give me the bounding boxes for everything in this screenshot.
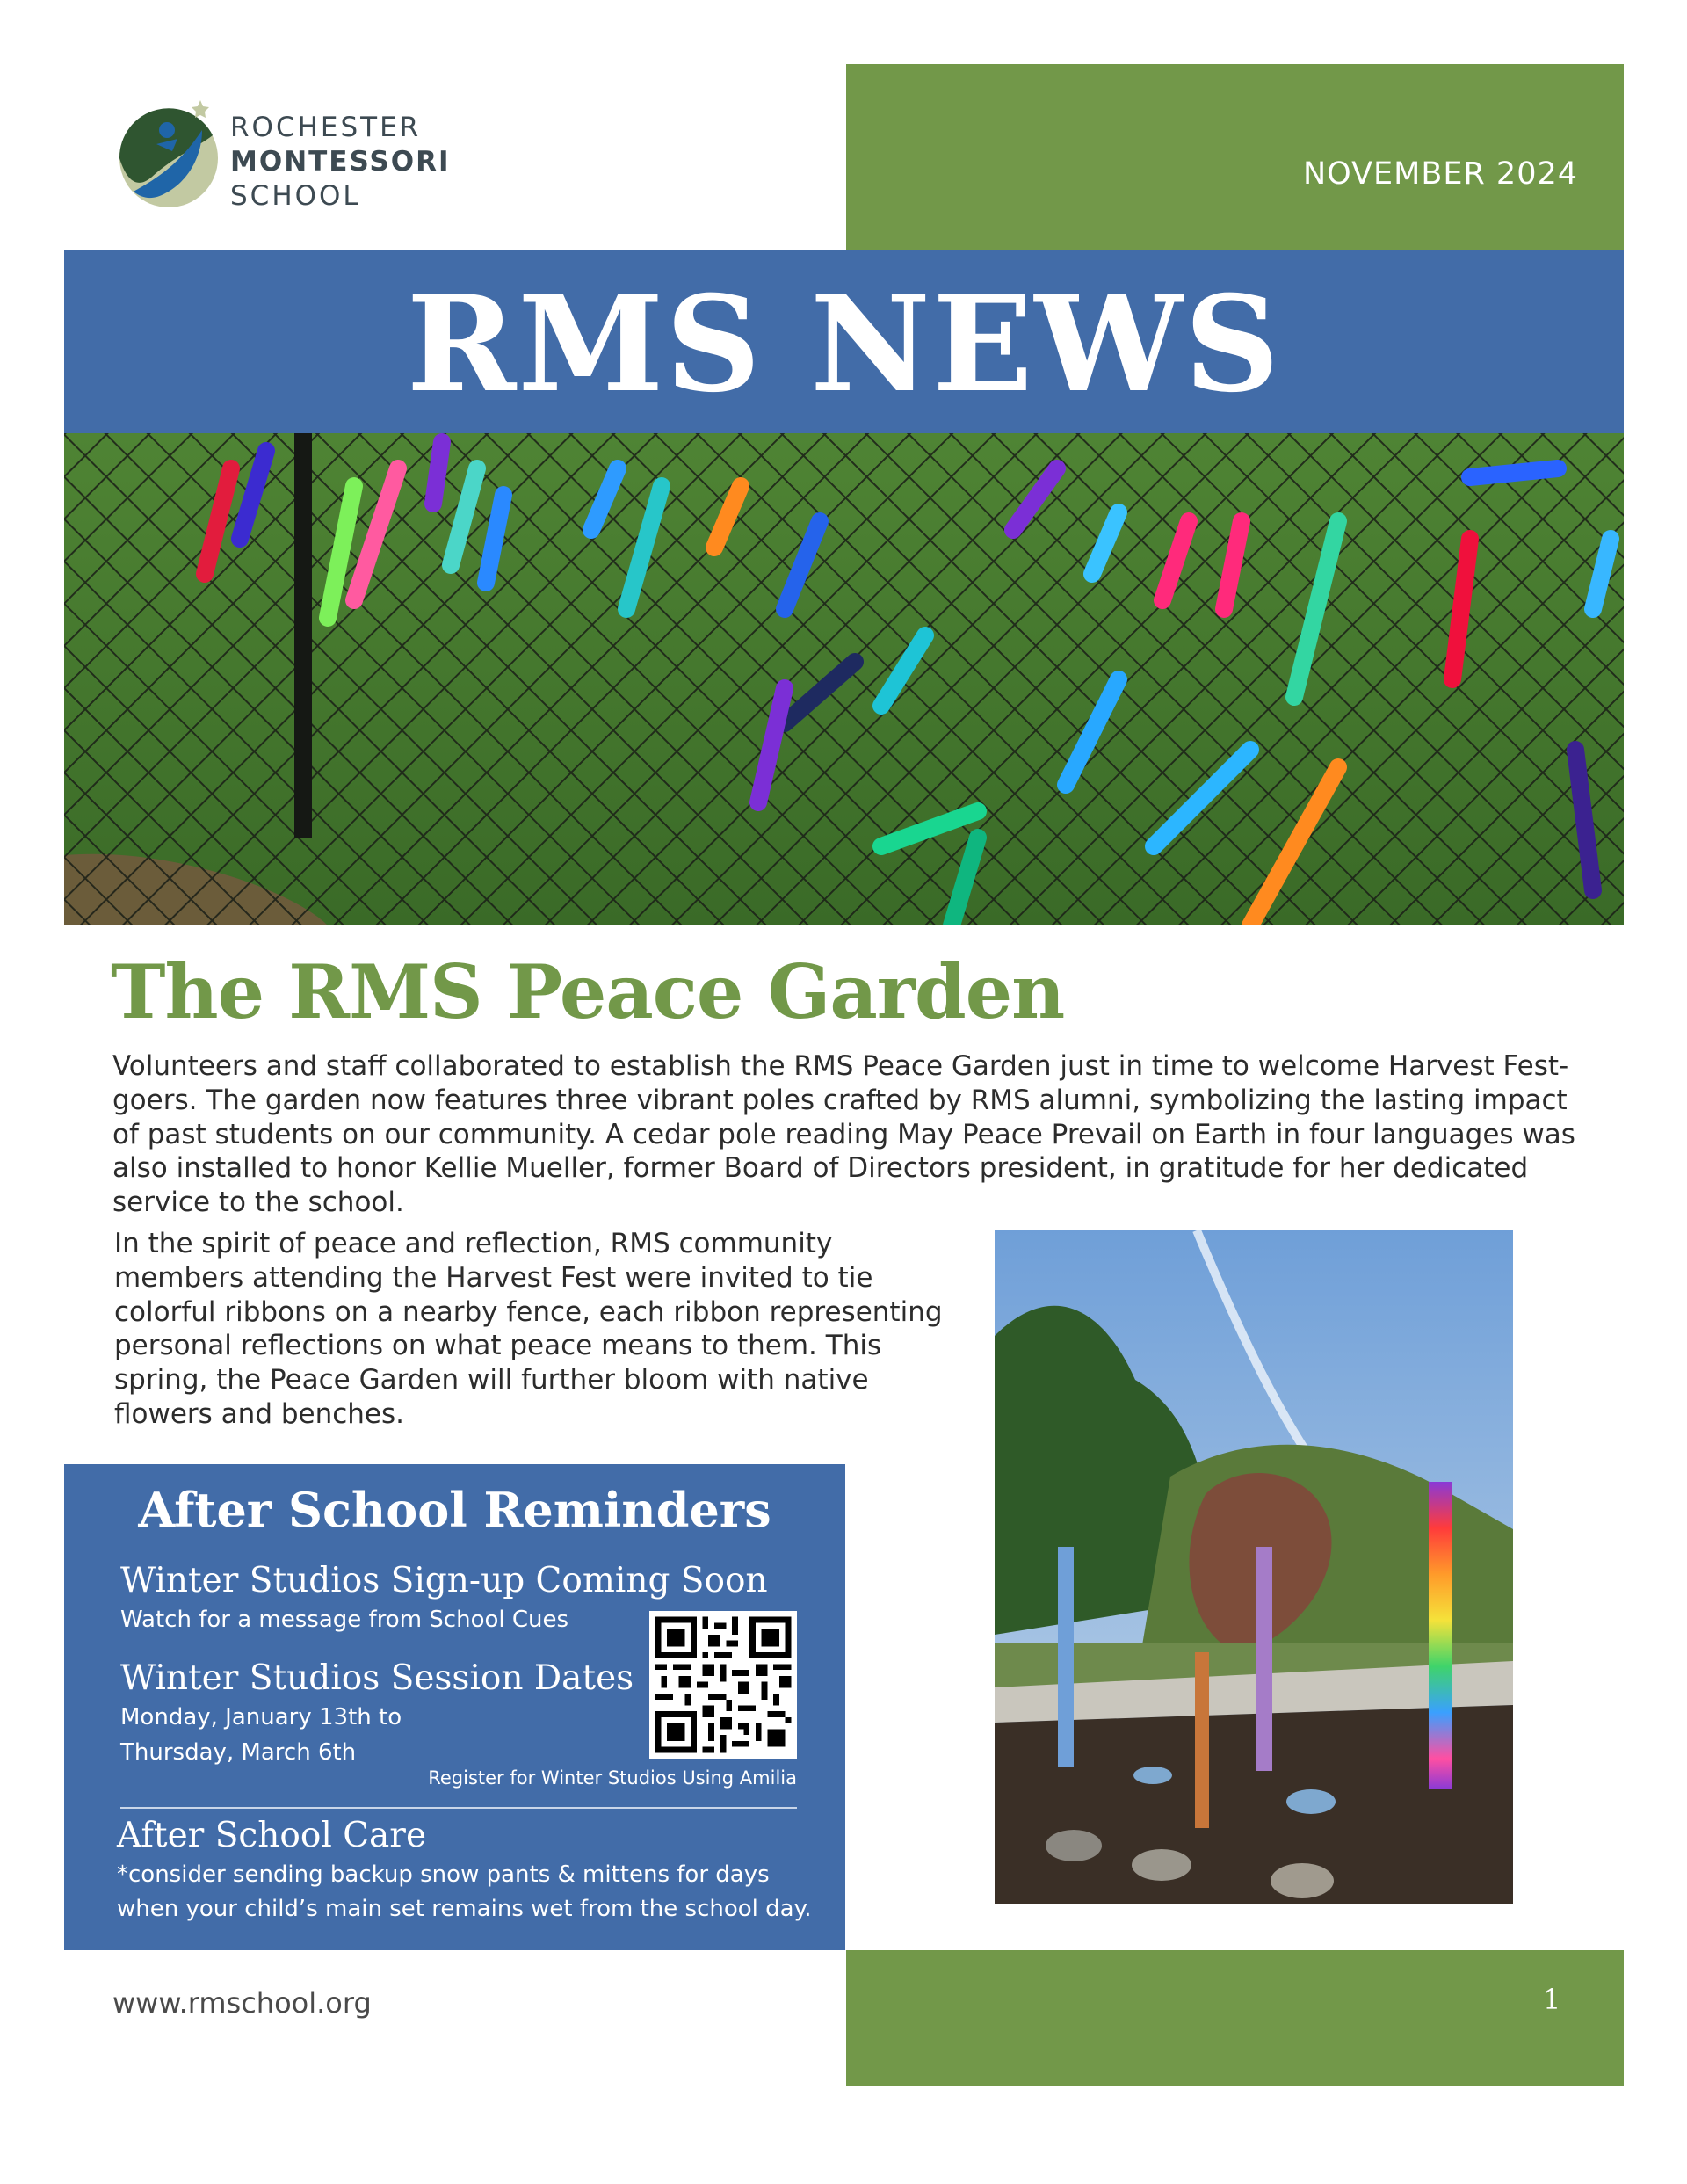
article-paragraph-2: In the spirit of peace and reflection, RMS community members attending the Harvest Fest were invited to tie colorful ribbons on a nearby fence, each ribbon representing personal reflections on what peace means to them. This spring, the Peace Garden will further bloom with native flowers and benches. bbox=[114, 1228, 943, 1430]
after-school-reminders-box bbox=[64, 1464, 845, 1950]
newsletter-title: RMS NEWS bbox=[406, 266, 1282, 422]
session-dates-line1: Monday, January 13th to bbox=[120, 1704, 402, 1731]
school-name-line2: MONTESSORI bbox=[230, 146, 451, 178]
issue-date: NOVEMBER 2024 bbox=[1302, 156, 1578, 192]
session-dates-heading: Winter Studios Session Dates bbox=[120, 1658, 634, 1698]
school-name bbox=[230, 111, 451, 214]
after-school-care-heading: After School Care bbox=[117, 1816, 427, 1855]
school-name-line3: SCHOOL bbox=[230, 180, 361, 212]
school-name-line1: ROCHESTER bbox=[230, 112, 422, 143]
peace-garden-photo bbox=[995, 1230, 1513, 1904]
ribbon-fence-photo bbox=[64, 433, 1624, 925]
article-paragraph-1: Volunteers and staff collaborated to establish the RMS Peace Garden just in time to welcome Harvest Fest-goers. The garden now features three vibrant poles crafted by RMS alumni, symbolizing the lasting impact of past students on our community. A cedar pole reading May Peace Prevail on Earth in four languages was also installed to honor Kellie Mueller, former Board of Directors president, in gratitude for her dedicated service to the school. bbox=[112, 1050, 1575, 1219]
footer-green-block bbox=[846, 1950, 1624, 2086]
reminders-title: After School Reminders bbox=[138, 1482, 771, 1538]
register-link[interactable]: Register for Winter Studios Using Amilia bbox=[428, 1767, 797, 1789]
qr-code-icon[interactable] bbox=[649, 1611, 797, 1759]
after-school-care-line2: when your child’s main set remains wet from the school day. bbox=[117, 1896, 812, 1922]
newsletter-banner bbox=[64, 250, 1624, 433]
website-link[interactable]: www.rmschool.org bbox=[112, 1986, 372, 2020]
signup-text: Watch for a message from School Cues bbox=[120, 1607, 569, 1633]
page-number: 1 bbox=[1543, 1983, 1561, 2016]
divider bbox=[120, 1807, 797, 1809]
school-logo bbox=[116, 95, 221, 211]
signup-heading: Winter Studios Sign-up Coming Soon bbox=[120, 1561, 768, 1600]
article-headline: The RMS Peace Garden bbox=[111, 948, 1065, 1035]
session-dates-line2: Thursday, March 6th bbox=[120, 1739, 357, 1766]
after-school-care-line1: *consider sending backup snow pants & mittens for days bbox=[117, 1861, 770, 1888]
